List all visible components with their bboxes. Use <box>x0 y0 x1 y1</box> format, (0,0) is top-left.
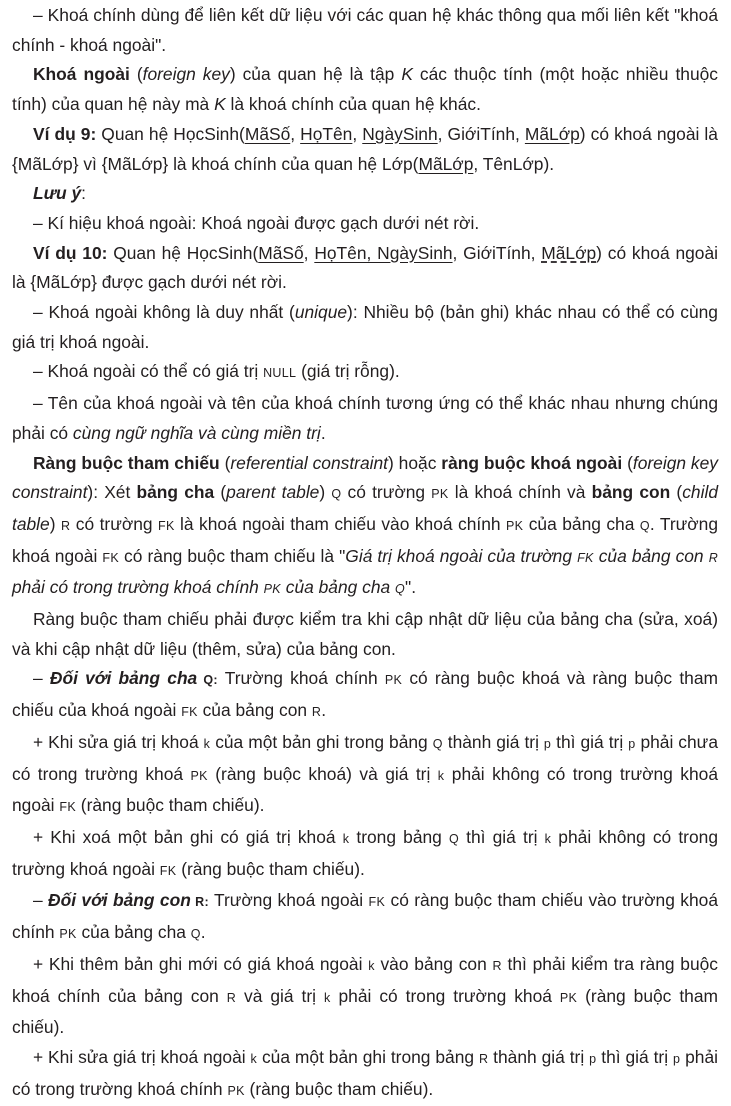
paragraph-naming <box>12 389 718 448</box>
text: (giá trị rỗng). <box>296 361 400 382</box>
text: Quan hệ HọcSinh( <box>107 242 259 263</box>
symbol: K <box>214 94 226 115</box>
paragraph-null-value <box>12 357 718 389</box>
text: . <box>320 422 326 443</box>
text: (ràng buộc tham chiếu). <box>75 795 265 816</box>
text: , <box>303 242 315 263</box>
text: ) có khoá ngoài là {MãLớp} vì {MãLớp} là khoá chính của quan hệ Lớp( <box>12 123 718 174</box>
text: có ràng buộc tham chiếu là " <box>118 545 346 566</box>
text: , <box>290 123 301 144</box>
symbol: PK <box>506 518 524 533</box>
symbol: k <box>342 831 350 846</box>
text: phải chưa có trong trường khoá <box>12 731 718 784</box>
paragraph-foreign-key-definition <box>12 60 718 119</box>
symbol: R <box>492 958 502 973</box>
symbol: PK <box>431 487 449 502</box>
term-bold: Ràng buộc tham chiếu <box>33 452 220 473</box>
text: của bảng con <box>197 700 312 721</box>
paragraph-note-heading <box>12 179 718 209</box>
key-attribute: MãSố <box>258 242 304 263</box>
foreign-key-attribute: MãLớp <box>524 123 580 144</box>
text: có ràng buộc tham chiếu vào trường khoá chính <box>12 890 718 943</box>
document-page <box>0 1 731 1099</box>
symbol: R <box>311 705 322 720</box>
symbol: k <box>437 768 445 783</box>
key-attribute: HọTên <box>300 123 353 144</box>
term-bold: ràng buộc khoá ngoài <box>441 452 623 473</box>
text: ) <box>49 513 61 534</box>
text: ) có khoá ngoài là {MãLớp} được gạch dưới nét rời. <box>12 242 718 293</box>
emphasis: cùng ngữ nghĩa và cùng miền trị <box>72 422 321 443</box>
emphasis: của bảng con <box>593 545 709 566</box>
text: , <box>352 123 363 144</box>
text: Trường khoá chính <box>217 668 385 689</box>
paragraph-check-rule <box>12 605 718 664</box>
text: là khoá chính và <box>448 482 592 503</box>
symbol: FK <box>159 863 177 878</box>
text: của bảng cha <box>523 513 640 534</box>
symbol: K <box>401 64 413 85</box>
text: vào bảng con <box>374 953 493 974</box>
text: – <box>33 890 49 911</box>
symbol: p <box>543 736 552 751</box>
text: . Trường khoá ngoài <box>12 513 719 566</box>
text: phải có trong trường khoá chính <box>12 1046 719 1099</box>
symbol: Q <box>395 582 406 597</box>
text: của một bản ghi trong bảng <box>210 731 433 752</box>
text: có ràng buộc khoá và ràng buộc tham chiếu của khoá ngoài <box>12 668 718 721</box>
key-attribute: MãLớp <box>418 153 474 174</box>
symbol: PK <box>59 927 77 942</box>
text: và giá trị <box>236 985 324 1006</box>
symbol: Q <box>331 487 342 502</box>
symbol: R <box>708 550 719 565</box>
text: thành giá trị <box>442 731 544 752</box>
symbol: Q: <box>197 673 218 688</box>
text: . <box>321 700 327 721</box>
emphasis: Giá trị khoá ngoài của trường <box>345 545 578 566</box>
text: thì giá trị <box>596 1046 673 1067</box>
text: của bảng cha <box>76 922 191 943</box>
symbol: R <box>226 990 237 1005</box>
text: ) <box>319 482 332 503</box>
text: – Khoá ngoài không là duy nhất ( <box>33 302 295 323</box>
symbol: k <box>250 1051 258 1066</box>
text: ( <box>214 482 227 503</box>
symbol: PK <box>190 768 208 783</box>
text: ): Nhiều bộ (bản ghi) khác nhau có thể có cùng giá trị khoá ngoài. <box>12 302 718 352</box>
text: Trường khoá ngoài <box>208 890 369 911</box>
emphasis: phải có trong trường khoá chính <box>12 577 264 598</box>
term-bold: Khoá ngoài <box>33 64 130 85</box>
term-bold: bảng con <box>591 482 671 503</box>
symbol: FK <box>158 518 175 533</box>
symbol: FK <box>368 895 386 910</box>
text: – Khoá chính dùng để liên kết dữ liệu với các quan hệ khác thông qua mối liên kết "khoá chính - khoá ngoài". <box>12 5 718 55</box>
text: , GiớiTính, <box>437 123 525 144</box>
term-english: child table <box>12 482 718 534</box>
text: (ràng buộc tham chiếu). <box>176 858 365 879</box>
text: + Khi thêm bản ghi mới có giá khoá ngoài <box>33 953 369 974</box>
null-keyword: NULL <box>263 366 297 381</box>
symbol: FK <box>59 800 76 815</box>
symbol: k <box>203 736 211 751</box>
term-english: unique <box>294 302 348 323</box>
symbol: k <box>544 831 552 846</box>
symbol: FK <box>181 705 198 720</box>
text: , TênLớp). <box>473 153 555 174</box>
term-english: foreign key <box>142 64 230 85</box>
text: + Khi sửa giá trị khoá ngoài <box>33 1046 251 1067</box>
symbol: p <box>628 736 636 751</box>
text: ( <box>622 452 633 473</box>
text: thì phải kiểm tra ràng buộc khoá chính của bảng con <box>12 953 719 1006</box>
text: – <box>33 668 50 689</box>
symbol: p <box>672 1051 681 1066</box>
symbol: FK <box>102 550 119 565</box>
text: trong bảng <box>349 826 449 847</box>
text: – Khoá ngoài có thể có giá trị <box>33 361 264 382</box>
text: Ràng buộc tham chiếu phải được kiểm tra khi cập nhật dữ liệu của bảng cha (sửa, xoá) và khi cập nhật dữ liệu (thêm, sửa) của bảng con. <box>12 609 718 659</box>
paragraph-primary-key-link <box>12 1 718 60</box>
text: ". <box>405 577 417 598</box>
symbol: k <box>368 958 375 973</box>
emphasis: của bảng cha <box>280 577 396 598</box>
text: , GiớiTính, <box>452 242 542 263</box>
subheading: Đối với bảng cha <box>49 668 198 689</box>
paragraph-parent-delete <box>12 823 718 886</box>
symbol: FK <box>577 550 594 565</box>
paragraph-referential-constraint <box>12 449 718 606</box>
key-attribute: HọTên, NgàySinh <box>314 242 453 263</box>
text: – Tên của khoá ngoài và tên của khoá chính tương ứng có thể khác nhau nhưng chúng phải có <box>12 393 718 443</box>
term-english: foreign key constraint <box>12 452 718 503</box>
text: + Khi sửa giá trị khoá <box>33 731 204 752</box>
text: + Khi xoá một bản ghi có giá trị khoá <box>33 826 343 847</box>
symbol: Q <box>449 831 460 846</box>
key-attribute: NgàySinh <box>362 123 438 144</box>
text: – Kí hiệu khoá ngoài: Khoá ngoài được gạch dưới nét rời. <box>33 212 480 233</box>
example-label: Ví dụ 10: <box>33 242 108 263</box>
text: phải không có trong trường khoá ngoài <box>12 826 718 879</box>
text: là khoá ngoài tham chiếu vào khoá chính <box>174 513 506 534</box>
text: các thuộc tính (một hoặc nhiều thuộc tính) của quan hệ này mà <box>12 64 718 115</box>
symbol: p <box>589 1051 597 1066</box>
paragraph-parent-update <box>12 728 718 823</box>
symbol: k <box>323 990 331 1005</box>
text: ( <box>129 64 143 85</box>
text: có trường <box>70 513 159 534</box>
symbol: Q <box>190 927 201 942</box>
text: có trường <box>341 482 432 503</box>
paragraph-example-9 <box>12 120 718 179</box>
text: phải có trong trường khoá <box>330 985 560 1006</box>
text: ( <box>219 452 231 473</box>
text: ) của quan hệ là tập <box>229 64 402 85</box>
paragraph-parent-table <box>12 664 718 727</box>
text: là khoá chính của quan hệ khác. <box>225 94 481 115</box>
text: thì giá trị <box>459 826 545 847</box>
term-english: parent table <box>226 482 320 503</box>
subheading: Đối với bảng con <box>48 890 191 911</box>
example-label: Ví dụ 9: <box>33 123 97 144</box>
paragraph-child-table <box>12 886 718 949</box>
symbol: Q <box>639 518 650 533</box>
text: ( <box>670 482 683 503</box>
paragraph-child-insert <box>12 950 718 1043</box>
symbol: Q <box>432 736 443 751</box>
term-english: referential constraint <box>230 452 388 473</box>
foreign-key-attribute: MãLớp <box>541 242 597 263</box>
symbol: PK <box>559 990 578 1005</box>
paragraph-example-10 <box>12 239 718 298</box>
text: của một bản ghi trong bảng <box>257 1046 479 1067</box>
text: (ràng buộc tham chiếu). <box>244 1078 434 1099</box>
symbol: PK <box>227 1083 245 1098</box>
paragraph-child-update <box>12 1043 718 1106</box>
symbol: R <box>478 1051 489 1066</box>
text: thì giá trị <box>551 731 629 752</box>
symbol: R <box>60 518 71 533</box>
text: ): Xét <box>87 482 137 503</box>
text: ) hoặc <box>388 452 442 473</box>
text: : <box>81 183 87 204</box>
term-bold: bảng cha <box>136 482 215 503</box>
text: phải không có trong trường khoá ngoài <box>12 763 718 816</box>
text: (ràng buộc tham chiếu). <box>12 985 718 1038</box>
note-label: Lưu ý <box>33 183 82 204</box>
text: (ràng buộc khoá) và giá trị <box>207 763 438 784</box>
text: Quan hệ HọcSinh( <box>96 123 245 144</box>
symbol: PK <box>384 673 403 688</box>
text: . <box>200 922 206 943</box>
key-attribute: MãSố <box>244 123 291 144</box>
symbol: R: <box>190 895 209 910</box>
paragraph-not-unique <box>12 298 718 357</box>
paragraph-foreign-key-notation <box>12 209 718 239</box>
text: thành giá trị <box>488 1046 590 1067</box>
symbol: PK <box>263 582 281 597</box>
